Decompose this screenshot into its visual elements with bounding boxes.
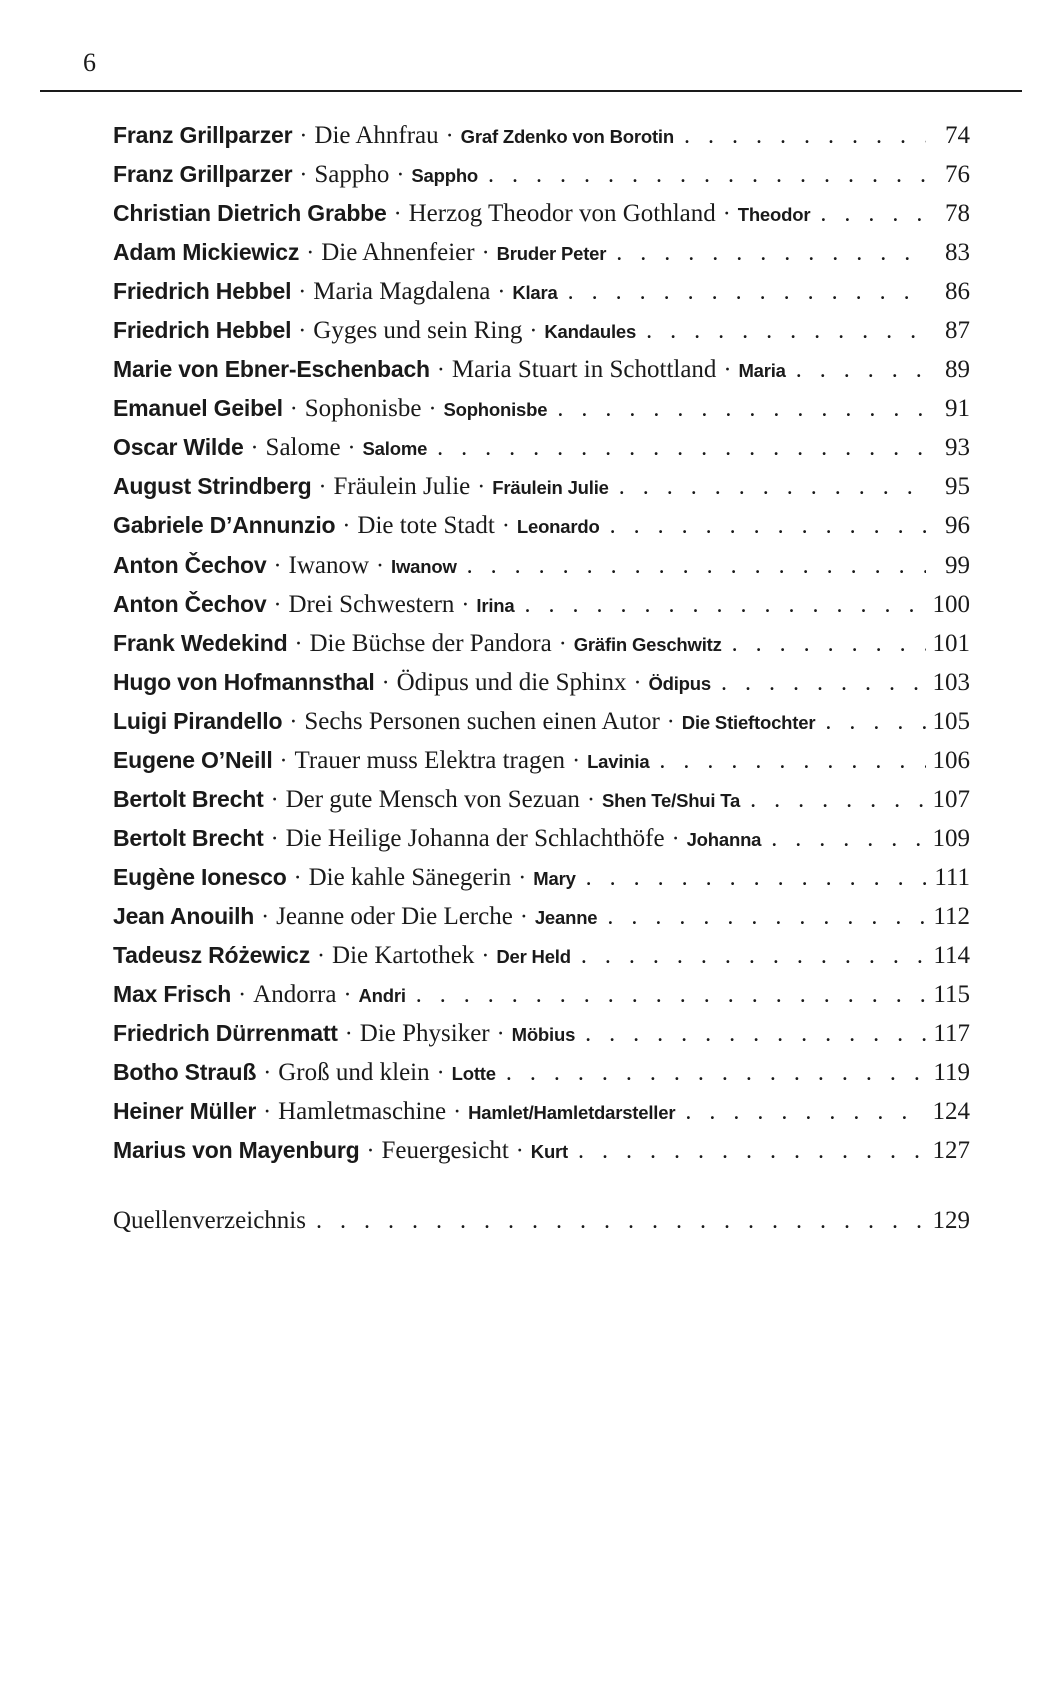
entry-separator: · — [477, 474, 486, 501]
entry-play-title: Salome — [265, 434, 341, 462]
entry-page: 93 — [945, 434, 970, 462]
toc-entry — [113, 395, 970, 434]
entry-separator: · — [347, 435, 356, 462]
toc-entry — [113, 122, 970, 161]
entry-play-title: Trauer muss Elektra tragen — [294, 746, 566, 774]
entry-play-title: Sappho — [314, 161, 390, 189]
entry-separator: · — [381, 669, 390, 696]
dot-leader — [810, 201, 926, 228]
entry-separator: · — [299, 162, 308, 189]
entry-page: 127 — [932, 1137, 970, 1165]
entry-author: Heiner Müller — [113, 1098, 257, 1125]
toc-entry — [113, 708, 970, 747]
entry-separator: · — [481, 942, 490, 969]
dot-leader — [496, 1060, 926, 1087]
entry-page: 124 — [932, 1098, 970, 1126]
entry-role: Klara — [512, 282, 558, 304]
entry-role: Mary — [533, 867, 576, 889]
entry-separator: · — [436, 357, 445, 384]
entry-play-title: Iwanow — [288, 551, 370, 579]
entry-author: Oscar Wilde — [113, 434, 244, 461]
entry-play-title: Sechs Personen suchen einen Autor — [304, 707, 660, 735]
entry-page: 83 — [945, 239, 970, 267]
entry-author: Anton Čechov — [113, 590, 267, 617]
entry-author: Emanuel Geibel — [113, 395, 283, 422]
entry-page: 111 — [934, 863, 970, 891]
entry-separator: · — [318, 474, 327, 501]
dot-leader — [761, 826, 926, 853]
dot-leader — [571, 943, 926, 970]
dot-leader — [786, 357, 926, 384]
entry-separator: · — [497, 279, 506, 306]
toc-entry — [113, 200, 970, 239]
toc-entry — [113, 434, 970, 473]
entry-role: Ödipus — [648, 672, 711, 694]
entry-role: Gräfin Geschwitz — [573, 633, 722, 655]
entry-author: Friedrich Dürrenmatt — [113, 1020, 338, 1047]
entry-author: Eugène Ionesco — [113, 863, 287, 890]
entry-play-title: Hamletmaschine — [278, 1098, 447, 1126]
toc-entry — [113, 512, 970, 551]
header-rule — [40, 90, 1022, 92]
entry-role: Leonardo — [516, 516, 600, 538]
entry-page: 76 — [945, 161, 970, 189]
entry-author: Botho Strauß — [113, 1059, 257, 1086]
entry-separator: · — [289, 708, 298, 735]
entry-role: Sappho — [411, 165, 479, 187]
entry-author: Eugene O’Neill — [113, 746, 273, 773]
entry-role: Kurt — [530, 1141, 569, 1163]
entry-separator: · — [723, 357, 732, 384]
entry-author: Hugo von Hofmannsthal — [113, 668, 375, 695]
entry-page: 95 — [945, 473, 970, 501]
entry-separator: · — [293, 864, 302, 891]
entry-author: Franz Grillparzer — [113, 161, 293, 188]
entry-separator: · — [298, 318, 307, 345]
dot-leader — [478, 162, 926, 189]
entry-separator: · — [376, 552, 385, 579]
toc-entry — [113, 1059, 970, 1098]
entry-play-title: Die kahle Sänegerin — [308, 863, 512, 891]
toc-entry — [113, 356, 970, 395]
entry-play-title: Maria Magdalena — [313, 278, 491, 306]
entry-separator: · — [633, 669, 642, 696]
entry-page: 74 — [945, 122, 970, 149]
sources-page: 129 — [932, 1207, 970, 1234]
dot-leader — [600, 513, 926, 540]
page-number: 6 — [83, 48, 96, 77]
entry-separator: · — [666, 708, 675, 735]
toc-entry — [113, 278, 970, 317]
toc-entry — [113, 630, 970, 669]
entry-author: Luigi Pirandello — [113, 707, 283, 734]
entry-separator: · — [519, 903, 528, 930]
entry-role: Möbius — [511, 1024, 576, 1046]
entry-play-title: Die Kartothek — [332, 941, 475, 969]
entry-separator: · — [299, 123, 308, 149]
entry-role: Salome — [362, 438, 428, 460]
dot-leader — [568, 1138, 926, 1165]
entry-role: Irina — [476, 594, 515, 616]
table-of-contents — [113, 122, 970, 1176]
entry-separator: · — [263, 1099, 272, 1126]
entry-play-title: Gyges und sein Ring — [313, 317, 523, 345]
dot-leader — [457, 553, 926, 580]
entry-separator: · — [261, 903, 270, 930]
toc-entry — [113, 161, 970, 200]
entry-separator: · — [289, 396, 298, 423]
entry-page: 100 — [932, 590, 970, 618]
toc-entry — [113, 864, 970, 903]
entry-page: 115 — [933, 981, 970, 1009]
entry-page: 87 — [945, 317, 970, 345]
entry-role: Der Held — [496, 945, 571, 967]
entry-play-title: Feuergesicht — [381, 1137, 509, 1165]
entry-separator: · — [238, 982, 247, 1009]
entry-page: 101 — [932, 629, 970, 657]
sources-label: Quellenverzeichnis — [113, 1207, 306, 1234]
entry-separator: · — [342, 513, 351, 540]
dot-leader — [427, 435, 926, 462]
toc-entry-sources — [113, 1207, 970, 1235]
entry-separator: · — [481, 240, 490, 267]
entry-separator: · — [294, 630, 303, 657]
entry-separator: · — [366, 1138, 375, 1165]
entry-author: Christian Dietrich Grabbe — [113, 200, 387, 227]
entry-page: 105 — [932, 707, 970, 735]
entry-role: Lavinia — [587, 750, 650, 772]
entry-play-title: Sophonisbe — [304, 395, 422, 423]
dot-leader — [576, 865, 926, 892]
entry-page: 107 — [932, 785, 970, 813]
toc-entry — [113, 317, 970, 356]
entry-role: Fräulein Julie — [492, 477, 609, 499]
entry-page: 78 — [945, 200, 970, 228]
entry-separator: · — [250, 435, 259, 462]
dot-leader — [597, 904, 926, 931]
entry-author: Max Frisch — [113, 981, 232, 1008]
toc-entry — [113, 473, 970, 512]
entry-separator: · — [445, 123, 454, 149]
dot-leader — [558, 279, 926, 306]
entry-separator: · — [461, 591, 470, 618]
entry-page: 89 — [945, 356, 970, 384]
entry-author: Anton Čechov — [113, 551, 267, 578]
entry-separator: · — [436, 1060, 445, 1087]
dot-leader — [675, 1099, 926, 1126]
entry-page: 99 — [945, 551, 970, 579]
entry-separator: · — [501, 513, 510, 540]
entry-separator: · — [558, 630, 567, 657]
entry-author: Bertolt Brecht — [113, 824, 264, 851]
entry-role: Graf Zdenko von Borotin — [460, 126, 674, 147]
dot-leader — [606, 240, 926, 267]
entry-play-title: Die Heilige Johanna der Schlachthöfe — [285, 824, 665, 852]
dot-leader — [649, 748, 926, 775]
entry-separator: · — [273, 552, 282, 579]
entry-separator: · — [671, 825, 680, 852]
entry-role: Lotte — [451, 1063, 496, 1085]
toc-entry — [113, 1137, 970, 1176]
entry-play-title: Andorra — [253, 981, 337, 1009]
dot-leader — [575, 1021, 926, 1048]
toc-entry — [113, 239, 970, 278]
entry-separator: · — [518, 864, 527, 891]
entry-separator: · — [515, 1138, 524, 1165]
entry-separator: · — [453, 1099, 462, 1126]
toc-entry — [113, 591, 970, 630]
entry-play-title: Die Physiker — [359, 1020, 490, 1048]
entry-page: 86 — [945, 278, 970, 306]
entry-separator: · — [722, 201, 731, 228]
entry-role: Shen Te/Shui Ta — [601, 789, 741, 811]
toc-entry — [113, 552, 970, 591]
entry-separator: · — [317, 942, 326, 969]
toc-entry — [113, 825, 970, 864]
entry-separator: · — [496, 1021, 505, 1048]
entry-separator: · — [343, 982, 352, 1009]
entry-author: Marie von Ebner-Eschenbach — [113, 356, 430, 383]
entry-separator: · — [279, 747, 288, 774]
entry-play-title: Drei Schwestern — [288, 590, 455, 618]
entry-author: Frank Wedekind — [113, 629, 288, 656]
entry-play-title: Die Ahnenfeier — [321, 239, 475, 267]
entry-role: Hamlet/Hamletdarsteller — [468, 1102, 676, 1124]
dot-leader — [636, 318, 926, 345]
entry-page: 112 — [933, 902, 970, 930]
toc-entry — [113, 747, 970, 786]
toc-entry — [113, 942, 970, 981]
entry-author: Gabriele D’Annunzio — [113, 512, 336, 539]
dot-leader — [674, 123, 926, 150]
entry-page: 119 — [933, 1059, 970, 1087]
entry-page: 109 — [932, 824, 970, 852]
entry-page: 106 — [932, 746, 970, 774]
dot-leader — [740, 787, 926, 814]
entry-page: 103 — [932, 668, 970, 696]
entry-page: 114 — [933, 941, 970, 969]
entry-author: Franz Grillparzer — [113, 122, 293, 148]
entry-play-title: Jeanne oder Die Lerche — [276, 902, 513, 930]
entry-role: Jeanne — [534, 906, 598, 928]
entry-role: Bruder Peter — [496, 243, 607, 265]
toc-entry — [113, 1020, 970, 1059]
entry-separator: · — [428, 396, 437, 423]
entry-author: Friedrich Hebbel — [113, 278, 292, 305]
toc-entry — [113, 669, 970, 708]
toc-entry — [113, 981, 970, 1020]
dot-leader — [815, 709, 926, 736]
entry-separator: · — [273, 591, 282, 618]
entry-role: Johanna — [686, 828, 762, 850]
entry-separator: · — [586, 786, 595, 813]
toc-entry — [113, 786, 970, 825]
entry-role: Sophonisbe — [443, 399, 548, 421]
entry-author: Marius von Mayenburg — [113, 1137, 360, 1164]
entry-play-title: Herzog Theodor von Gothland — [408, 200, 716, 228]
entry-role: Kandaules — [544, 321, 637, 343]
entry-play-title: Groß und klein — [278, 1059, 430, 1087]
dot-leader — [406, 982, 926, 1009]
entry-play-title: Die tote Stadt — [357, 512, 495, 540]
dot-leader — [722, 631, 926, 658]
entry-author: Jean Anouilh — [113, 902, 255, 929]
entry-author: Adam Mickiewicz — [113, 239, 300, 266]
entry-separator: · — [393, 201, 402, 228]
entry-author: Bertolt Brecht — [113, 785, 264, 812]
entry-play-title: Ödipus und die Sphinx — [396, 668, 627, 696]
entry-role: Iwanow — [391, 555, 457, 577]
entry-play-title: Der gute Mensch von Sezuan — [285, 785, 580, 813]
toc-entry — [113, 1098, 970, 1137]
entry-separator: · — [298, 279, 307, 306]
entry-play-title: Die Ahnfrau — [314, 122, 439, 149]
entry-page: 96 — [945, 512, 970, 540]
entry-separator: · — [529, 318, 538, 345]
entry-role: Die Stieftochter — [681, 711, 816, 733]
entry-separator: · — [396, 162, 405, 189]
dot-leader — [547, 396, 926, 423]
dot-leader — [711, 670, 926, 697]
toc-entry — [113, 903, 970, 942]
dot-leader — [306, 1208, 926, 1235]
entry-play-title: Maria Stuart in Schottland — [451, 356, 717, 384]
entry-separator: · — [572, 747, 581, 774]
entry-separator: · — [270, 786, 279, 813]
entry-role: Theodor — [737, 204, 811, 226]
entry-play-title: Fräulein Julie — [333, 473, 471, 501]
entry-separator: · — [263, 1060, 272, 1087]
entry-page: 117 — [933, 1020, 970, 1048]
dot-leader — [515, 592, 927, 619]
dot-leader — [609, 474, 926, 501]
entry-separator: · — [344, 1021, 353, 1048]
entry-play-title: Die Büchse der Pandora — [309, 629, 552, 657]
entry-author: Friedrich Hebbel — [113, 317, 292, 344]
entry-separator: · — [270, 825, 279, 852]
entry-role: Maria — [738, 360, 786, 382]
entry-separator: · — [306, 240, 315, 267]
entry-author: August Strindberg — [113, 473, 312, 500]
entry-author: Tadeusz Różewicz — [113, 941, 311, 968]
entry-role: Andri — [358, 985, 406, 1007]
entry-page: 91 — [945, 395, 970, 423]
